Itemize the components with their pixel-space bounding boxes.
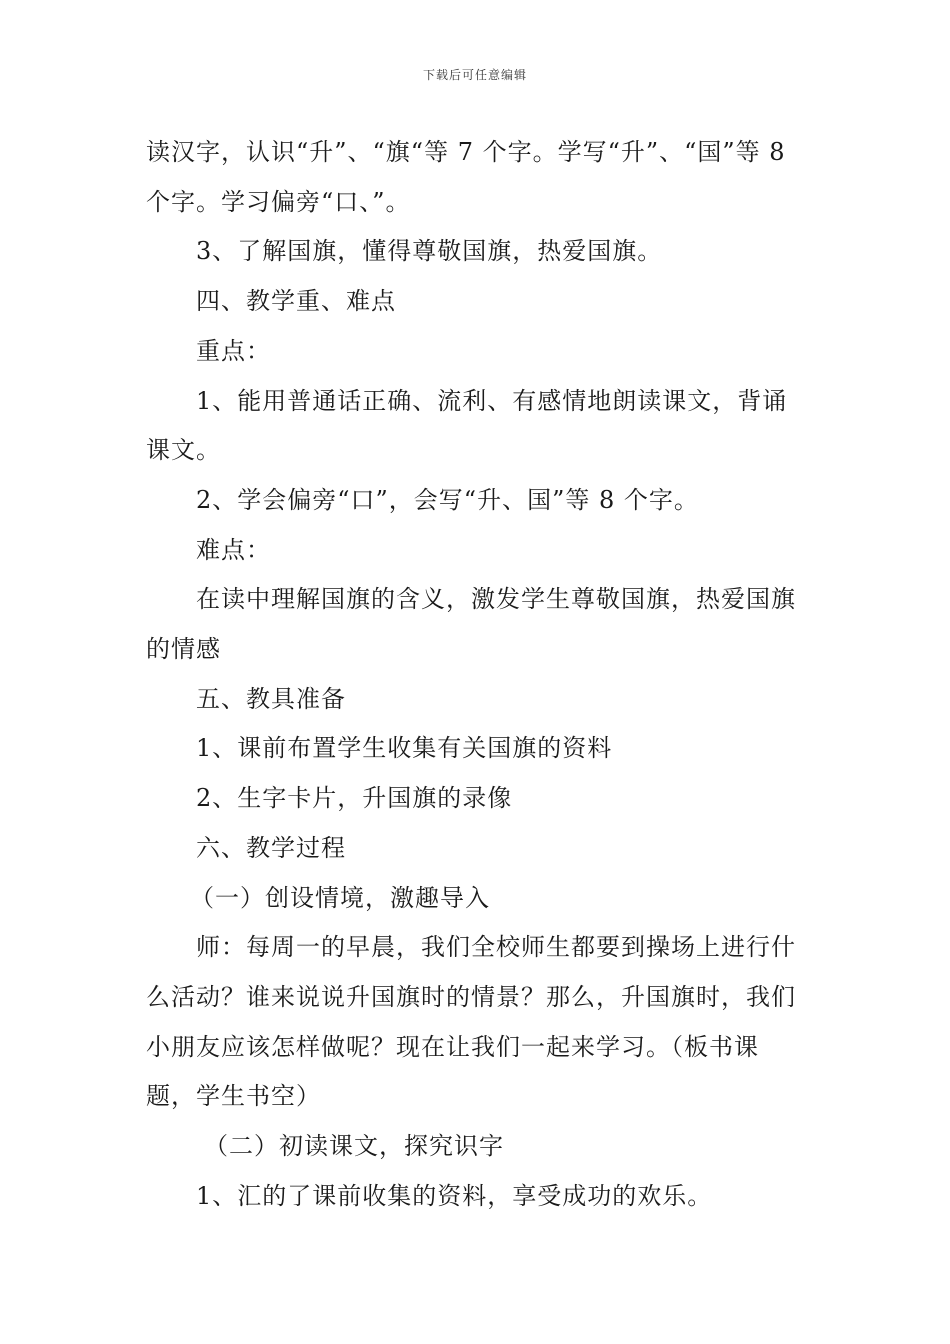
subheading-difficulty: 难点： [196, 535, 271, 564]
section-heading-materials: 五、教具准备 [196, 684, 346, 713]
paragraph-key-1: 1、能用普通话正确、流利、有感情地朗读课文，背诵课文。 [146, 386, 788, 465]
subheading-process-2: （二）初读课文，探究识字 [204, 1132, 504, 1161]
paragraph-difficulty: 在读中理解国旗的含义，激发学生尊敬国旗，热爱国旗的情感 [146, 585, 796, 664]
paragraph-reading-chars: 读汉字，认识“升”、“旗“等 7 个字。学写“升”、“国”等 8 个字。学习偏旁“口、”。 [146, 138, 786, 216]
section-heading-process: 六、教学过程 [196, 833, 346, 862]
paragraph-materials-2: 2、生字卡片，升国旗的录像 [196, 784, 513, 813]
subheading-key: 重点： [196, 336, 271, 365]
section-heading-key-points: 四、教学重、难点 [196, 287, 396, 316]
subheading-process-1: （一）创设情境，激趣导入 [190, 883, 490, 912]
paragraph-teacher-intro: 师：每周一的早晨，我们全校师生都要到操场上进行什么活动？谁来说说升国旗时的情景？那么，升国旗时，我们小朋友应该怎样做呢？现在让我们一起来学习。（板书课题，学生书空） [146, 933, 796, 1111]
paragraph-key-2: 2、学会偏旁“口”，会写“升、国”等 8 个字。 [196, 485, 699, 514]
page-header: 下载后可任意编辑 [422, 68, 527, 82]
paragraph-goal-3: 3、了解国旗，懂得尊敬国旗，热爱国旗。 [196, 237, 663, 266]
paragraph-materials-1: 1、课前布置学生收集有关国旗的资料 [196, 734, 613, 763]
document-body [146, 128, 806, 1221]
paragraph-process-2-1: 1、汇的了课前收集的资料，享受成功的欢乐。 [196, 1181, 713, 1210]
